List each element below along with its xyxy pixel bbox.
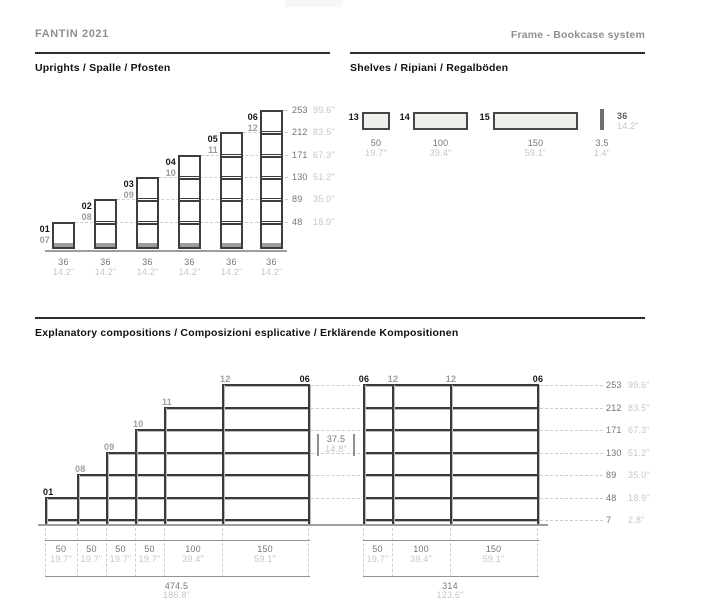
upright-code-label: 05	[207, 134, 218, 145]
left-comp-code-label: 01	[43, 486, 54, 497]
left-comp-code-label: 12	[220, 374, 231, 385]
upright-code-label: 01	[39, 223, 50, 234]
composition-scale-cm-label: 48	[606, 493, 617, 503]
right-comp-dim-line	[363, 540, 539, 541]
left-comp-code-label: 10	[133, 419, 144, 430]
upright-shelf-divider	[262, 131, 281, 135]
composition-scale-cm-label: 171	[606, 425, 622, 435]
level-dash-gap	[311, 498, 360, 499]
right-comp-total-cm-label: 314	[442, 581, 458, 591]
composition-scale-cm-label: 212	[606, 403, 622, 413]
left-comp-upright-09	[106, 453, 109, 524]
upright-frame-03	[136, 177, 159, 249]
upright-width-in-label: 14.2"	[220, 267, 243, 277]
upright-shelf-divider	[180, 198, 199, 202]
left-comp-upright-06	[308, 385, 311, 524]
shelf-width-in-label: 59.1"	[524, 148, 547, 158]
upright-shelf-divider	[262, 221, 281, 225]
left-comp-shelf	[164, 407, 310, 410]
composition-scale-cm-label: 7	[606, 515, 612, 525]
uprights-scale-in-label: 67.3"	[313, 149, 335, 160]
left-comp-bay-in-label: 59.1"	[254, 554, 276, 564]
shelf-thickness-cm-label: 3.5	[595, 138, 609, 148]
composition-scale-in-label: 51.2"	[628, 448, 650, 458]
shelf-code-label-14: 14	[399, 112, 410, 122]
composition-scale-in-label: 83.5"	[628, 403, 650, 413]
shelf-width-cm-label: 150	[527, 138, 544, 148]
left-comp-extension-line	[222, 528, 223, 577]
shelf-width-cm-label: 50	[370, 138, 382, 148]
brand-title: FANTIN 2021	[35, 28, 109, 40]
left-comp-shelf	[45, 519, 310, 522]
level-dash-right	[540, 520, 603, 521]
left-comp-code-label: 11	[162, 396, 172, 407]
left-comp-bay-cm-label: 100	[185, 544, 201, 554]
upright-code-label: 03	[123, 179, 134, 190]
left-comp-bay-in-label: 19.7"	[80, 554, 103, 564]
page-tab-remnant	[285, 0, 342, 7]
header-rule-left	[35, 52, 330, 54]
upright-shelf-divider	[222, 154, 241, 158]
shelf-code-label-13: 13	[348, 112, 359, 122]
left-comp-bay-in-label: 19.7"	[138, 554, 161, 564]
left-comp-code-label: 06	[299, 374, 310, 385]
composition-scale-cm-label: 130	[606, 448, 622, 458]
uprights-section-title: Uprights / Spalle / Pfosten	[35, 62, 171, 74]
upright-width-in-label: 14.2"	[260, 267, 283, 277]
upright-base	[222, 243, 241, 247]
right-comp-total-line	[363, 576, 539, 577]
right-comp-upright-12	[392, 385, 395, 524]
left-comp-total-in-label: 186.8"	[163, 590, 190, 600]
uprights-scale-cm-label: 48	[292, 216, 303, 227]
upright-shelf-divider	[262, 176, 281, 180]
left-comp-bay-cm-label: 50	[86, 544, 97, 554]
level-dash-right	[540, 498, 603, 499]
upright-base	[262, 243, 281, 247]
right-comp-upright-06	[537, 385, 540, 524]
shelf-side-view	[600, 109, 604, 130]
upright-alt-code-label: 09	[123, 190, 134, 201]
upright-shelf-divider	[262, 198, 281, 202]
right-comp-upright-06	[363, 385, 366, 524]
upright-alt-code-label: 11	[208, 145, 218, 156]
level-dash-right	[540, 385, 603, 386]
shelf-rect-15	[493, 112, 578, 130]
module-height-in-label: 14.8"	[325, 444, 347, 454]
uprights-ground-line	[45, 250, 287, 252]
right-comp-bay-cm-label: 50	[372, 544, 383, 554]
left-comp-extension-line	[308, 528, 309, 577]
right-comp-code-label: 12	[387, 374, 399, 385]
right-comp-upright-12	[450, 385, 453, 524]
right-comp-bay-in-label: 39.4"	[410, 554, 432, 564]
upright-width-cm-label: 36	[184, 257, 195, 267]
left-comp-upright-10	[135, 430, 138, 524]
upright-shelf-divider	[262, 154, 281, 158]
shelf-depth-cm-label: 36	[617, 111, 628, 121]
upright-base	[54, 243, 73, 247]
left-comp-upright-12	[222, 385, 225, 524]
level-dash-gap	[311, 385, 360, 386]
uprights-scale-in-label: 35.0"	[313, 194, 335, 205]
uprights-scale-cm-label: 212	[292, 127, 308, 138]
upright-code-label: 02	[81, 201, 92, 212]
left-comp-upright-08	[77, 475, 80, 524]
upright-width-cm-label: 36	[58, 257, 69, 267]
level-dash-right	[540, 408, 603, 409]
level-dash-right	[540, 475, 603, 476]
compositions-ground-line	[38, 524, 548, 526]
upright-width-in-label: 14.2"	[136, 267, 159, 277]
left-comp-shelf	[222, 384, 310, 387]
shelf-depth-in-label: 14.2"	[617, 121, 639, 131]
level-dash-right	[540, 430, 603, 431]
upright-width-cm-label: 36	[142, 257, 153, 267]
upright-width-in-label: 14.2"	[178, 267, 201, 277]
upright-alt-code-label: 07	[39, 234, 50, 245]
level-dash-gap	[311, 408, 360, 409]
upright-alt-code-label: 10	[165, 167, 176, 178]
uprights-scale-cm-label: 89	[292, 194, 303, 205]
left-comp-bay-in-label: 19.7"	[109, 554, 132, 564]
shelf-rect-14	[413, 112, 468, 130]
upright-frame-05	[220, 132, 243, 249]
right-comp-bay-cm-label: 150	[485, 544, 502, 554]
uprights-scale-cm-label: 171	[292, 149, 308, 160]
upright-width-in-label: 14.2"	[52, 267, 75, 277]
header-rule-right	[350, 52, 645, 54]
compositions-rule	[35, 317, 645, 319]
composition-scale-in-label: 2.8"	[628, 515, 645, 525]
upright-top-dash	[283, 110, 288, 111]
level-dash-gap	[311, 430, 360, 431]
upright-alt-code-label: 12	[247, 123, 258, 134]
shelf-width-in-label: 39.4"	[429, 148, 452, 158]
compositions-section-title: Explanatory compositions / Composizioni esplicative / Erklärende Kompositionen	[35, 327, 459, 339]
left-comp-upright-11	[164, 408, 167, 524]
left-comp-upright-01	[45, 498, 48, 524]
upright-code-label: 04	[165, 156, 176, 167]
right-comp-total-in-label: 123.6"	[436, 590, 464, 600]
product-title: Frame - Bookcase system	[510, 29, 645, 41]
shelf-code-label-15: 15	[479, 112, 490, 122]
upright-width-cm-label: 36	[226, 257, 237, 267]
upright-code-label: 06	[247, 112, 258, 123]
composition-scale-in-label: 67.3"	[628, 425, 650, 435]
right-comp-code-label: 06	[532, 374, 544, 385]
right-comp-bay-in-label: 59.1"	[482, 554, 505, 564]
upright-shelf-divider	[96, 221, 115, 225]
composition-scale-in-label: 18.9"	[628, 493, 650, 503]
upright-base	[96, 243, 115, 247]
composition-scale-in-label: 35.0"	[628, 470, 650, 480]
shelf-width-cm-label: 100	[432, 138, 449, 148]
uprights-scale-in-label: 99.6"	[313, 105, 335, 116]
left-comp-bay-in-label: 39.4"	[182, 554, 204, 564]
upright-shelf-divider	[180, 176, 199, 180]
upright-shelf-divider	[222, 176, 241, 180]
right-comp-extension-line	[537, 528, 538, 577]
left-comp-code-label: 08	[75, 464, 86, 475]
shelf-width-in-label: 19.7"	[365, 148, 387, 158]
upright-width-in-label: 14.2"	[94, 267, 117, 277]
right-comp-bay-in-label: 19.7"	[366, 554, 389, 564]
left-comp-dim-line	[45, 540, 310, 541]
uprights-scale-cm-label: 130	[292, 172, 308, 183]
composition-scale-in-label: 99.6"	[628, 380, 650, 390]
upright-width-cm-label: 36	[266, 257, 277, 267]
module-height-cm-label: 37.5	[326, 434, 346, 444]
upright-alt-code-label: 08	[81, 212, 92, 223]
left-comp-total-cm-label: 474.5	[164, 581, 189, 591]
left-comp-bay-in-label: 19.7"	[50, 554, 72, 564]
left-comp-bay-cm-label: 150	[257, 544, 273, 554]
shelves-section-title: Shelves / Ripiani / Regalböden	[350, 62, 509, 74]
level-dash-right	[540, 453, 603, 454]
right-comp-code-label: 06	[358, 374, 370, 385]
upright-shelf-divider	[180, 221, 199, 225]
upright-shelf-divider	[222, 221, 241, 225]
level-dash-gap	[311, 475, 360, 476]
left-comp-shelf	[45, 497, 310, 500]
right-comp-extension-line	[450, 528, 451, 577]
left-comp-bay-cm-label: 50	[144, 544, 155, 554]
composition-scale-cm-label: 253	[606, 380, 622, 390]
left-comp-bay-cm-label: 50	[55, 544, 67, 554]
upright-base	[180, 243, 199, 247]
uprights-scale-in-label: 83.5"	[313, 127, 335, 138]
composition-scale-cm-label: 89	[606, 470, 617, 480]
shelf-rect-13	[362, 112, 390, 130]
uprights-scale-in-label: 18.9"	[313, 216, 335, 227]
left-comp-bay-cm-label: 50	[115, 544, 126, 554]
shelf-thickness-in-label: 1.4"	[593, 148, 611, 158]
left-comp-total-line	[45, 576, 310, 577]
upright-shelf-divider	[138, 221, 157, 225]
right-comp-bay-cm-label: 100	[413, 544, 429, 554]
left-comp-shelf	[77, 474, 310, 477]
upright-shelf-divider	[138, 198, 157, 202]
left-comp-code-label: 09	[104, 441, 115, 452]
upright-width-cm-label: 36	[100, 257, 111, 267]
upright-base	[138, 243, 157, 247]
uprights-scale-in-label: 51.2"	[313, 172, 335, 183]
upright-shelf-divider	[222, 198, 241, 202]
uprights-scale-cm-label: 253	[292, 105, 308, 116]
right-comp-code-label: 12	[445, 374, 457, 385]
